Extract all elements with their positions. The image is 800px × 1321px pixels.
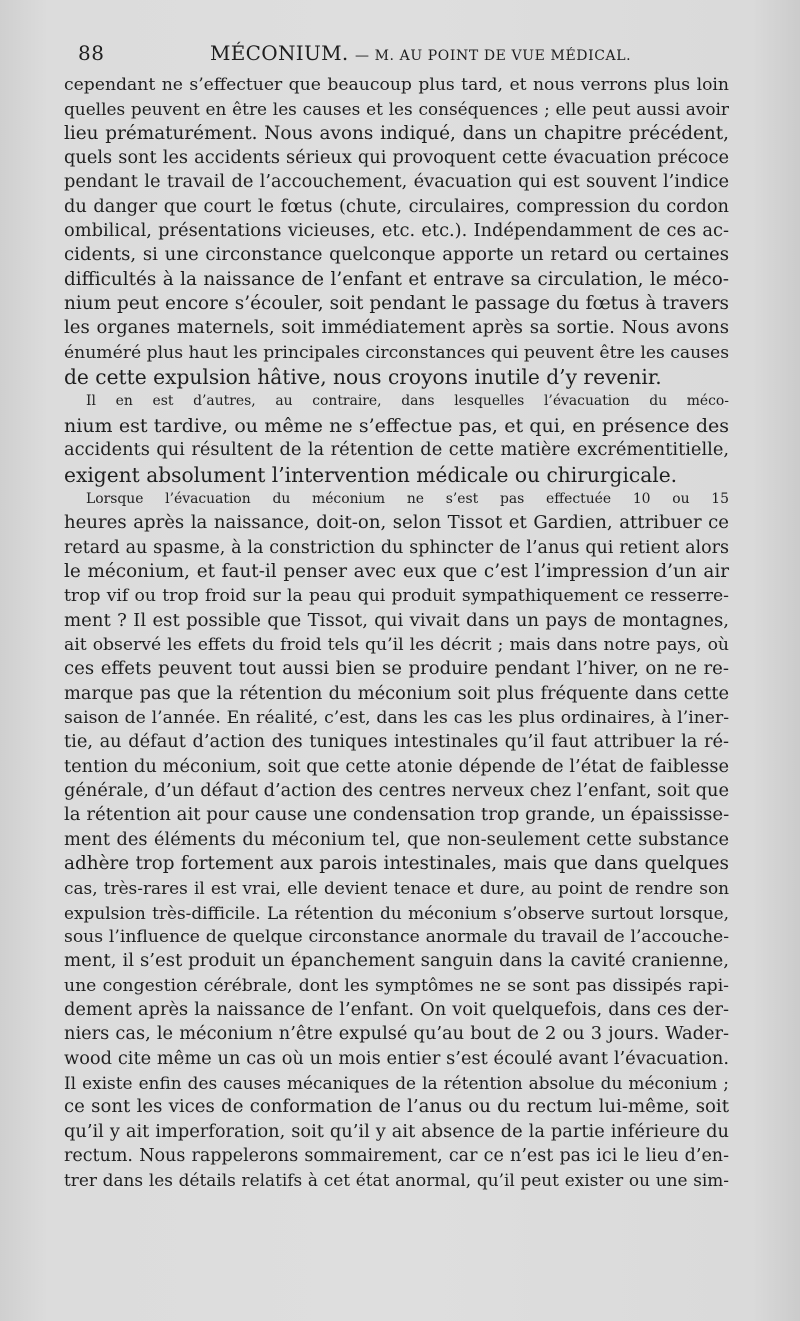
text-line: Il existe enfin des causes mécaniques de la rétention absolue du méconium ;: [64, 1073, 729, 1094]
page-number: 88: [78, 41, 105, 65]
text-line: générale, d’un défaut d’action des centres nerveux chez l’enfant, soit que: [64, 779, 729, 801]
text-line: ce sont les vices de conformation de l’anus ou du rectum lui-même, soit: [64, 1096, 729, 1118]
text-line: trop vif ou trop froid sur la peau qui produit sympathiquement ce resserre-: [64, 586, 729, 607]
text-line: ombilical, présentations vicieuses, etc. etc.). Indépendamment de ces ac-: [64, 220, 729, 242]
text-line: pendant le travail de l’accouchement, évacuation qui est souvent l’indice: [64, 171, 729, 193]
text-line: wood cite même un cas où un mois entier s’est écoulé avant l’évacuation.: [64, 1047, 729, 1069]
text-line: ment des éléments du méconium tel, que non-seulement cette substance: [64, 828, 729, 850]
text-line: cependant ne s’effectuer que beaucoup plus tard, et nous verrons plus loin: [64, 75, 729, 95]
text-line: quelles peuvent en être les causes et les conséquences ; elle peut aussi avoir: [64, 99, 729, 120]
text-line: quels sont les accidents sérieux qui provoquent cette évacuation précoce: [64, 147, 729, 169]
text-line: exigent absolument l’intervention médicale ou chirurgicale.: [64, 462, 678, 487]
text-line: adhère trop fortement aux parois intestinales, mais que dans quelques: [64, 853, 729, 874]
text-line: ait observé les effets du froid tels qu’il les décrit ; mais dans notre pays, où: [64, 634, 729, 655]
text-line: nium est tardive, ou même ne s’effectue pas, et qui, en présence des: [64, 414, 729, 437]
paragraph-start-line: Lorsque l’évacuation du méconium ne s’est pas effectuée 10 ou 15: [86, 490, 729, 507]
text-line: du danger que court le fœtus (chute, circulaires, compression du cordon: [64, 195, 729, 217]
text-line: tention du méconium, soit que cette atonie dépende de l’état de faiblesse: [64, 755, 729, 777]
chapter-title-main: MÉCONIUM.: [210, 41, 349, 65]
text-line: saison de l’année. En réalité, c’est, dans les cas les plus ordinaires, à l’iner-: [64, 707, 729, 728]
text-line: rectum. Nous rappelerons sommairement, car ce n’est pas ici le lieu d’en-: [64, 1146, 729, 1167]
running-head: [76, 38, 736, 68]
chapter-title: [210, 38, 631, 71]
text-line: trer dans les détails relatifs à cet état anormal, qu’il peut exister ou une sim-: [64, 1170, 729, 1191]
text-line: de cette expulsion hâtive, nous croyons inutile d’y revenir.: [64, 365, 662, 390]
text-line: dement après la naissance de l’enfant. On voit quelquefois, dans ces der-: [64, 999, 729, 1021]
text-line: niers cas, le méconium n’être expulsé qu’au bout de 2 ou 3 jours. Wader-: [64, 1023, 729, 1045]
text-line: la rétention ait pour cause une condensation trop grande, un épaississe-: [64, 804, 730, 826]
text-line: tie, au défaut d’action des tuniques intestinales qu’il faut attribuer la ré-: [64, 731, 729, 753]
text-line: le méconium, et faut-il penser avec eux que c’est l’impression d’un air: [64, 560, 729, 582]
text-line: cidents, si une circonstance quelconque apporte un retard ou certaines: [64, 244, 729, 266]
text-line: nium peut encore s’écouler, soit pendant le passage du fœtus à travers: [64, 293, 729, 315]
text-line: ces effets peuvent tout aussi bien se produire pendant l’hiver, on ne re-: [64, 658, 729, 680]
text-line: énuméré plus haut les principales circonstances qui peuvent être les causes: [64, 342, 730, 363]
text-line: une congestion cérébrale, dont les symptômes ne se sont pas dissipés rapi-: [64, 975, 729, 996]
text-line: lieu prématurément. Nous avons indiqué, dans un chapitre précédent,: [64, 122, 729, 144]
text-line: cas, très-rares il est vrai, elle devient tenace et dure, au point de rendre son: [64, 878, 729, 899]
chapter-title-subtitle: — M. AU POINT DE VUE MÉDICAL.: [354, 48, 632, 64]
text-line: retard au spasme, à la constriction du sphincter de l’anus qui retient alors: [64, 537, 729, 558]
text-line: heures après la naissance, doit-on, selon Tissot et Gardien, attribuer ce: [64, 512, 729, 534]
text-line: les organes maternels, soit immédiatement après sa sortie. Nous avons: [64, 317, 729, 339]
text-line: accidents qui résultent de la rétention de cette matière excrémentitielle,: [64, 439, 729, 461]
paragraph-start-line: Il en est d’autres, au contraire, dans lesquelles l’évacuation du méco-: [86, 393, 729, 410]
text-line: ment, il s’est produit un épanchement sanguin dans la cavité cranienne,: [64, 950, 729, 972]
body-text: [64, 73, 729, 1193]
text-line: sous l’influence de quelque circonstance anormale du travail de l’accouche-: [64, 927, 729, 948]
text-line: ment ? Il est possible que Tissot, qui vivait dans un pays de montagnes,: [64, 609, 729, 631]
text-line: difficultés à la naissance de l’enfant et entrave sa circulation, le méco-: [64, 268, 729, 290]
text-line: marque pas que la rétention du méconium soit plus fréquente dans cette: [64, 682, 729, 704]
text-line: qu’il y ait imperforation, soit qu’il y ait absence de la partie inférieure du: [64, 1120, 729, 1142]
text-line: expulsion très-difficile. La rétention du méconium s’observe surtout lorsque,: [64, 902, 729, 923]
